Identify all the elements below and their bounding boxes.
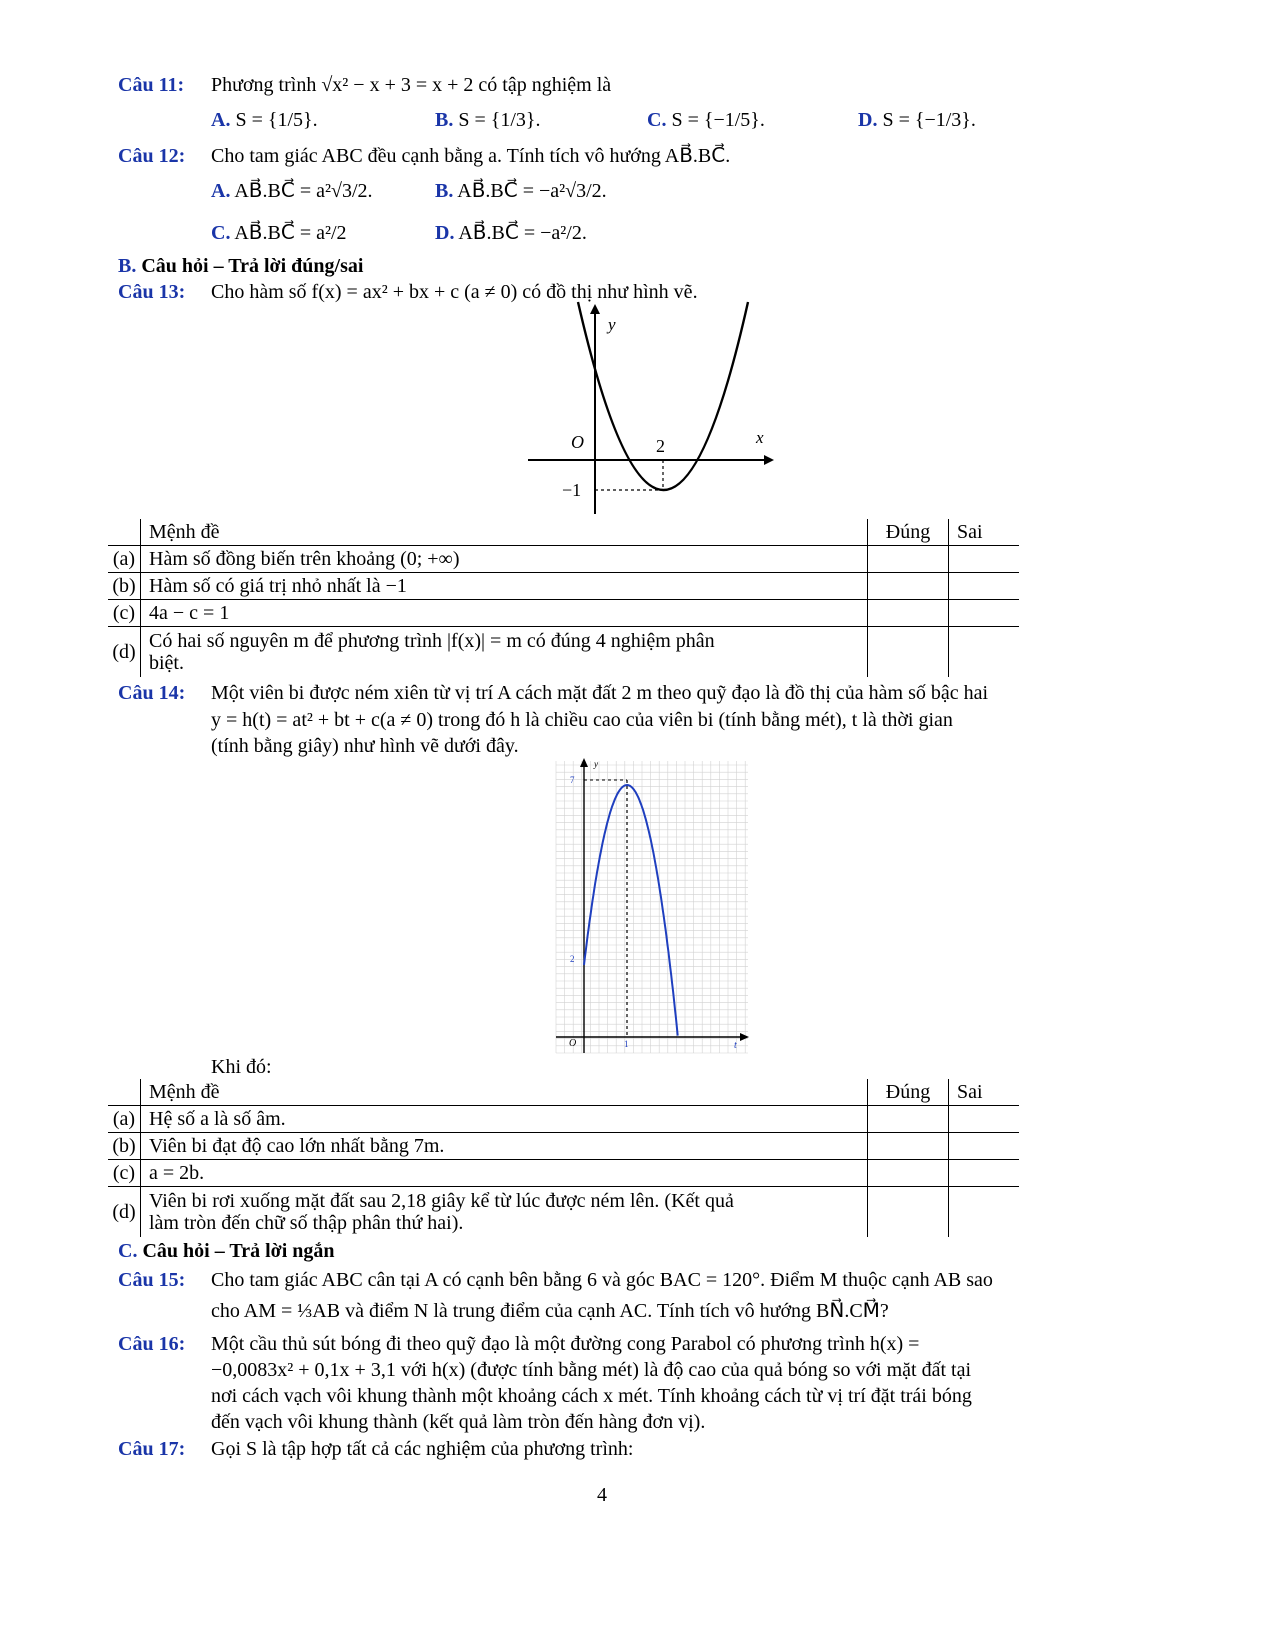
x-axis-arrow-icon xyxy=(764,455,774,465)
graph-t-label: t xyxy=(734,1040,737,1051)
graph-x-label: x xyxy=(756,428,764,447)
q14-trajectory-graph xyxy=(552,755,752,1055)
q12-option-c: C. AB⃗.BC⃗ = a²/2 xyxy=(211,222,347,244)
answer-true-cell[interactable] xyxy=(868,573,949,600)
answer-false-cell[interactable] xyxy=(949,1106,1020,1133)
graph-y-tick-minus1: −1 xyxy=(562,480,582,500)
section-c-heading: C. Câu hỏi – Trả lời ngắn xyxy=(118,1240,335,1262)
answer-false-cell[interactable] xyxy=(949,1160,1020,1187)
q12-option-d: D. AB⃗.BC⃗ = −a²/2. xyxy=(435,222,587,244)
section-b-heading: B. Câu hỏi – Trả lời đúng/sai xyxy=(118,255,364,277)
q12-text: Cho tam giác ABC đều cạnh bằng a. Tính tích vô hướng AB⃗.BC⃗. xyxy=(211,145,731,167)
table-row: (d) Viên bi rơi xuống mặt đất sau 2,18 giây kể từ lúc được ném lên. (Kết quả làm tròn đến chữ số thập phân thứ hai). xyxy=(108,1187,1019,1238)
q13-parabola-graph xyxy=(520,300,782,518)
table-header-true: Đúng xyxy=(868,1079,949,1106)
q16-line-3: nơi cách vạch vôi khung thành một khoảng cách x mét. Tính khoảng cách từ vị trí đặt trái bóng xyxy=(211,1385,972,1407)
graph-t-tick-1: 1 xyxy=(624,1039,629,1049)
graph-h-tick-7: 7 xyxy=(570,775,575,785)
q15-label: Câu 15: xyxy=(118,1269,186,1291)
table-row: (b) Viên bi đạt độ cao lớn nhất bằng 7m. xyxy=(108,1133,1019,1160)
q12-option-a: A. AB⃗.BC⃗ = a²√3/2. xyxy=(211,180,373,202)
q11-option-c: C. S = {−1/5}. xyxy=(647,109,765,131)
q14-khi-do: Khi đó: xyxy=(211,1056,272,1078)
table-row: (b) Hàm số có giá trị nhỏ nhất là −1 xyxy=(108,573,1019,600)
q11-option-a: A. S = {1/5}. xyxy=(211,109,318,131)
q12-label: Câu 12: xyxy=(118,145,186,167)
answer-false-cell[interactable] xyxy=(949,600,1020,627)
table-header-true: Đúng xyxy=(868,519,949,546)
q11-option-d: D. S = {−1/3}. xyxy=(858,109,976,131)
q14-true-false-table xyxy=(108,1079,1019,1237)
q11-text: Phương trình √x² − x + 3 = x + 2 có tập nghiệm là xyxy=(211,74,612,96)
t-axis-arrow-icon xyxy=(740,1033,749,1041)
answer-true-cell[interactable] xyxy=(868,1133,949,1160)
graph-y-label: y xyxy=(608,315,616,334)
answer-true-cell[interactable] xyxy=(868,1187,949,1238)
table-row: (c) 4a − c = 1 xyxy=(108,600,1019,627)
graph-origin-label: O xyxy=(571,432,584,452)
q17-label: Câu 17: xyxy=(118,1438,186,1460)
graph-h-tick-2: 2 xyxy=(570,954,575,964)
table-row: (a) Hệ số a là số âm. xyxy=(108,1106,1019,1133)
answer-false-cell[interactable] xyxy=(949,546,1020,573)
h-axis-arrow-icon xyxy=(580,758,588,767)
q13-true-false-table xyxy=(108,519,1019,677)
table-row: (d) Có hai số nguyên m để phương trình |f(x)| = m có đúng 4 nghiệm phân biệt. xyxy=(108,627,1019,678)
answer-true-cell[interactable] xyxy=(868,1160,949,1187)
answer-false-cell[interactable] xyxy=(949,573,1020,600)
q11-option-b: B. S = {1/3}. xyxy=(435,109,541,131)
answer-false-cell[interactable] xyxy=(949,627,1020,678)
q14-line-3: (tính bằng giây) như hình vẽ dưới đây. xyxy=(211,735,519,757)
q16-line-2: −0,0083x² + 0,1x + 3,1 với h(x) (được tính bằng mét) là độ cao của quả bóng so với mặt đất tại xyxy=(211,1359,972,1381)
answer-true-cell[interactable] xyxy=(868,627,949,678)
q14-line-2: y = h(t) = at² + bt + c(a ≠ 0) trong đó h là chiều cao của viên bi (tính bằng mét), t là thời gian xyxy=(211,709,953,731)
q12-option-b: B. AB⃗.BC⃗ = −a²√3/2. xyxy=(435,180,607,202)
q11-label: Câu 11: xyxy=(118,74,185,96)
q15-line-2: cho AM = ⅓AB và điểm N là trung điểm của cạnh AC. Tính tích vô hướng BN⃗.CM⃗? xyxy=(211,1300,889,1322)
table-header-statement: Mệnh đề xyxy=(141,519,868,546)
q16-label: Câu 16: xyxy=(118,1333,186,1355)
page-number: 4 xyxy=(597,1484,607,1506)
table-header-false: Sai xyxy=(949,1079,1020,1106)
table-header-false: Sai xyxy=(949,519,1020,546)
graph-grid xyxy=(556,761,748,1053)
table-row: (c) a = 2b. xyxy=(108,1160,1019,1187)
answer-true-cell[interactable] xyxy=(868,600,949,627)
q17-text: Gọi S là tập hợp tất cả các nghiệm của phương trình: xyxy=(211,1438,634,1460)
q16-line-4: đến vạch vôi khung thành (kết quả làm tròn đến hàng đơn vị). xyxy=(211,1411,706,1433)
q16-line-1: Một cầu thủ sút bóng đi theo quỹ đạo là một đường cong Parabol có phương trình h(x) = xyxy=(211,1333,920,1355)
q15-line-1: Cho tam giác ABC cân tại A có cạnh bên bằng 6 và góc BAC = 120°. Điểm M thuộc cạnh AB sao xyxy=(211,1269,993,1291)
answer-true-cell[interactable] xyxy=(868,1106,949,1133)
answer-true-cell[interactable] xyxy=(868,546,949,573)
table-row: (a) Hàm số đồng biến trên khoảng (0; +∞) xyxy=(108,546,1019,573)
graph-origin-label: O xyxy=(569,1038,577,1049)
table-header-statement: Mệnh đề xyxy=(141,1079,868,1106)
q14-line-1: Một viên bi được ném xiên từ vị trí A cách mặt đất 2 m theo quỹ đạo là đồ thị của hàm số bậc hai xyxy=(211,682,989,704)
graph-x-tick-2: 2 xyxy=(656,436,665,456)
y-axis-arrow-icon xyxy=(590,304,600,314)
q13-label: Câu 13: xyxy=(118,281,186,303)
q14-label: Câu 14: xyxy=(118,682,186,704)
graph-y-label: y xyxy=(594,759,598,769)
answer-false-cell[interactable] xyxy=(949,1133,1020,1160)
q13-text: Cho hàm số f(x) = ax² + bx + c (a ≠ 0) có đồ thị như hình vẽ. xyxy=(211,281,698,303)
answer-false-cell[interactable] xyxy=(949,1187,1020,1238)
